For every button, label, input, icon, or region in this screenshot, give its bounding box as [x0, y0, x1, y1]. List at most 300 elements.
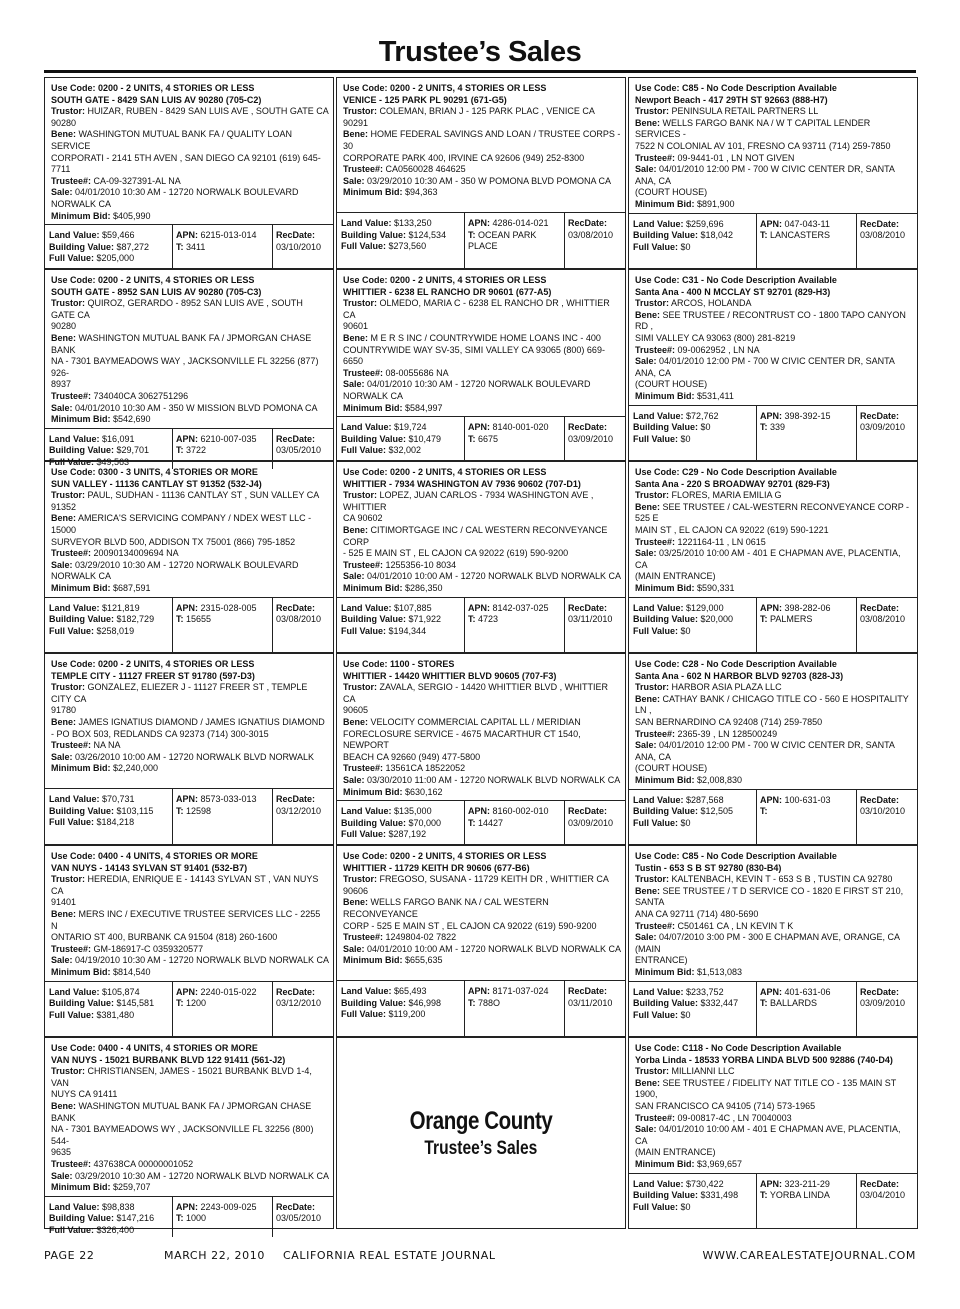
apn-value: 8573-033-013 [200, 794, 257, 804]
recdate-value: 03/12/2010 [276, 998, 322, 1009]
detail-value: ARCOS, HOLANDA [669, 298, 752, 309]
apn-value: 8160-002-010 [492, 806, 549, 817]
detail-value: 04/01/2010 10:30 AM - 350 W MISSION BLVD POMONA CA [72, 402, 318, 413]
detail-value: $259,707 [110, 1182, 151, 1193]
apn-label: APN: [176, 1201, 198, 1212]
detail-line [635, 379, 913, 391]
apn-value: 323-211-29 [784, 1178, 830, 1189]
detail-value: NORWALK CA [51, 198, 112, 209]
detail-value: 90280 [51, 321, 77, 332]
detail-label: Minimum Bid: [343, 786, 403, 797]
property-address: VAN NUYS - 15021 BURBANK BLVD 122 91411 (561-J2) [51, 1054, 286, 1065]
tract-value: BALLARDS [770, 998, 818, 1009]
valuation-row [45, 981, 333, 1036]
detail-label: Trustor: [51, 682, 86, 693]
detail-value: GM-186917-C 0359320577 [91, 943, 204, 954]
detail-value: $3,969,657 [694, 1158, 743, 1169]
detail-label: Sale: [51, 559, 73, 570]
valuation-row [337, 416, 625, 460]
full-value: $0 [680, 1009, 691, 1020]
detail-line [51, 187, 329, 199]
detail-line [635, 1113, 913, 1125]
detail-line [343, 321, 621, 333]
tract-value: 14427 [478, 817, 504, 828]
detail-value: ZAVALA, SERGIO - 14420 WHITTIER BLVD , WHITTIER CA [343, 682, 609, 704]
tract-value: 788O [478, 997, 501, 1008]
full-value-label: Full Value: [49, 1224, 95, 1235]
property-address: Tustin - 653 S B ST 92780 (830-B4) [635, 862, 782, 873]
apn-value: 047-043-11 [784, 218, 830, 229]
detail-value: 8937 [51, 379, 72, 390]
use-code: Use Code: 0200 - 2 UNITS, 4 STORIES OR LESS [343, 467, 547, 477]
detail-line [51, 932, 329, 944]
recdate-value: 03/10/2010 [276, 241, 322, 252]
listing-details [629, 1038, 917, 1173]
use-code: Use Code: 0200 - 2 UNITS, 4 STORIES OR LESS [343, 83, 547, 93]
footer-url[interactable]: WWW.CAREALESTATEJOURNAL.COM [702, 1249, 916, 1262]
property-address: VENICE - 125 PARK PL 90291 (671-G5) [343, 94, 507, 105]
apn-label: APN: [760, 218, 782, 229]
land-value: $135,000 [394, 806, 432, 817]
land-value: $730,422 [686, 1178, 724, 1189]
detail-value: NA NA [91, 740, 121, 751]
detail-line [343, 164, 621, 176]
recdate-label: RecDate: [860, 1178, 900, 1189]
detail-value: NUYS CA 91411 [51, 1089, 118, 1100]
detail-value: $630,162 [402, 786, 443, 797]
listing-details [45, 654, 333, 788]
recdate-value: 03/08/2010 [860, 230, 906, 241]
detail-value: 03/25/2010 10:00 AM - 401 E CHAPMAN AVE, PLACENTIA, CA [635, 548, 901, 570]
detail-label: Sale: [51, 187, 73, 198]
building-value-label: Building Value: [49, 614, 115, 625]
detail-value: SEE TRUSTEE / T D SERVICE CO - 1820 E FIRST ST 210, SANTA [635, 885, 904, 908]
recdate-value: 03/05/2010 [276, 445, 322, 456]
orange-county-banner [336, 1037, 626, 1229]
building-value-label: Building Value: [341, 433, 407, 444]
detail-value: BEACH CA 92660 (949) 477-5800 [343, 751, 481, 762]
detail-line [343, 379, 621, 391]
land-value-label: Land Value: [49, 230, 100, 241]
detail-label: Minimum Bid: [635, 390, 695, 401]
detail-label: Bene: [343, 332, 369, 343]
detail-line [51, 513, 329, 536]
detail-line [51, 118, 329, 130]
detail-value: 04/19/2010 10:30 AM - 12720 NORWALK BLVD NORWALK CA [72, 955, 329, 966]
land-value-label: Land Value: [341, 806, 392, 817]
tract-label: T: [760, 1190, 768, 1201]
building-value-label: Building Value: [341, 997, 407, 1008]
apn-label: APN: [760, 602, 782, 613]
detail-line [51, 379, 329, 391]
detail-line [343, 705, 621, 717]
detail-line [343, 717, 621, 729]
property-address: WHITTIER - 6238 EL RANCHO DR 90601 (677-A5) [343, 286, 552, 297]
use-code: Use Code: C118 - No Code Description Available [635, 1043, 842, 1053]
detail-value: 437638CA 00000001052 [91, 1158, 194, 1169]
detail-value: $655,635 [402, 955, 443, 966]
use-code: Use Code: C85 - No Code Description Available [635, 851, 837, 861]
detail-line [51, 705, 329, 717]
detail-label: Trustor: [635, 874, 670, 885]
listing-card [628, 461, 918, 653]
tract-value: 1200 [186, 998, 207, 1009]
detail-value: SIMI VALLEY CA 93063 (800) 281-8219 [635, 332, 796, 343]
detail-value: 20090134009694 NA [91, 548, 179, 559]
detail-value: 09-00817-4C , LN 70040003 [675, 1112, 792, 1123]
use-code: Use Code: C28 - No Code Description Available [635, 659, 837, 669]
detail-label: Bene: [51, 1100, 77, 1111]
building-value: $124,534 [408, 229, 447, 240]
apn-label: APN: [176, 986, 198, 997]
detail-line [51, 729, 329, 741]
valuation-row [45, 224, 333, 268]
detail-line [343, 403, 621, 415]
full-value: $0 [680, 817, 691, 828]
listing-details [337, 846, 625, 980]
detail-line [51, 897, 329, 909]
detail-value: 90601 [343, 321, 369, 332]
detail-value: 91780 [51, 705, 77, 716]
recdate-value: 03/09/2010 [860, 422, 906, 433]
valuation-row [629, 789, 917, 844]
detail-value: $94,363 [402, 187, 438, 198]
detail-line [51, 909, 329, 932]
land-value-label: Land Value: [633, 1178, 684, 1189]
valuation-row [629, 405, 917, 460]
full-value-label: Full Value: [49, 456, 95, 467]
recdate-column [565, 801, 625, 844]
full-value-label: Full Value: [49, 817, 95, 828]
apn-label: APN: [468, 422, 490, 433]
detail-value: SEE TRUSTEE / RECONTRUST CO - 1800 TAPO CANYON RD , [635, 309, 906, 332]
building-value-label: Building Value: [341, 229, 407, 240]
values-column [337, 417, 465, 460]
detail-line [635, 717, 913, 729]
detail-line [343, 153, 621, 165]
detail-line [51, 537, 329, 549]
detail-line [343, 583, 621, 595]
detail-value: $687,591 [110, 582, 151, 593]
detail-line [51, 874, 329, 897]
banner-heading: Orange County [409, 1106, 553, 1135]
valuation-row [45, 597, 333, 652]
land-value: $16,091 [102, 433, 135, 444]
building-value: $29,701 [116, 445, 150, 456]
detail-value: 04/01/2010 10:30 AM - 12720 NORWALK BOULEVARD [72, 187, 299, 198]
apn-value: 2243-009-025 [200, 1201, 257, 1212]
detail-line [635, 1147, 913, 1159]
detail-value: SAN FRANCISCO CA 94105 (714) 573-1965 [635, 1100, 816, 1111]
detail-line [635, 763, 913, 775]
apn-value: 100-631-03 [784, 794, 831, 805]
detail-line [343, 897, 621, 920]
building-value: $10,479 [408, 433, 442, 444]
detail-label: Trustor: [343, 682, 378, 693]
tract-label: T: [176, 445, 184, 456]
detail-line [635, 118, 913, 141]
recdate-label: RecDate: [276, 986, 316, 997]
recdate-value: 03/12/2010 [276, 805, 322, 816]
detail-label: Minimum Bid: [343, 582, 403, 593]
detail-line [635, 955, 913, 967]
detail-label: Trustee#: [51, 740, 92, 751]
detail-label: Sale: [343, 571, 365, 582]
detail-line [51, 1101, 329, 1124]
detail-line [51, 583, 329, 595]
apn-label: APN: [760, 1178, 782, 1189]
use-code: Use Code: C85 - No Code Description Available [635, 83, 837, 93]
detail-value: ENTRANCE) [635, 955, 688, 966]
values-column [45, 982, 173, 1036]
detail-value: M E R S INC / COUNTRYWIDE HOME LOANS INC - 400 [368, 332, 601, 343]
footer-journal: CALIFORNIA REAL ESTATE JOURNAL [283, 1249, 496, 1262]
detail-line [343, 548, 621, 560]
apn-column [465, 598, 565, 652]
apn-label: APN: [176, 602, 198, 613]
detail-label: Trustee#: [51, 390, 92, 401]
detail-line [635, 199, 913, 211]
recdate-label: RecDate: [860, 218, 900, 229]
valuation-row [337, 800, 625, 844]
detail-label: Sale: [635, 740, 657, 751]
detail-line [51, 356, 329, 379]
detail-label: Minimum Bid: [51, 582, 111, 593]
apn-label: APN: [468, 986, 490, 996]
apn-value: 2240-015-022 [200, 986, 257, 997]
recdate-value: 03/08/2010 [860, 614, 906, 625]
detail-line [51, 1182, 329, 1194]
detail-value: PAUL, SUDHAN - 11136 CANTLAY ST , SUN VALLEY CA 91352 [51, 490, 319, 512]
detail-line [635, 740, 913, 763]
apn-column [173, 225, 273, 268]
detail-line [635, 967, 913, 979]
detail-line [635, 909, 913, 921]
detail-value: 03/26/2010 10:00 AM - 12720 NORWALK BLVD NORWALK [72, 751, 314, 762]
listing-details [337, 654, 625, 800]
detail-line [51, 763, 329, 775]
detail-line [51, 153, 329, 176]
recdate-value: 03/08/2010 [276, 614, 322, 625]
recdate-column [273, 789, 333, 844]
recdate-column [273, 598, 333, 652]
property-address: Santa Ana - 602 N HARBOR BLVD 92703 (828-J3) [635, 670, 844, 681]
use-code: Use Code: 0200 - 2 UNITS, 4 STORIES OR LESS [51, 83, 255, 93]
apn-value: 6215-013-014 [200, 230, 257, 241]
detail-label: Minimum Bid: [51, 966, 111, 977]
detail-value: $891,900 [694, 198, 735, 209]
footer-date: MARCH 22, 2010 [164, 1249, 265, 1262]
detail-value: CITIMORTGAGE INC / CAL WESTERN RECONVEYANCE CORP [343, 524, 608, 547]
apn-column [757, 790, 857, 844]
listing-card [44, 845, 334, 1037]
detail-value: MILLIANNI LLC [669, 1066, 735, 1077]
use-code: Use Code: 0200 - 2 UNITS, 4 STORIES OR LESS [51, 659, 255, 669]
detail-value: $584,997 [402, 402, 443, 413]
full-value-label: Full Value: [49, 625, 95, 636]
building-value-label: Building Value: [49, 998, 115, 1009]
detail-line [51, 1159, 329, 1171]
detail-value: $1,513,083 [694, 966, 743, 977]
detail-label: Trustor: [343, 490, 378, 501]
values-column [629, 214, 757, 268]
detail-label: Trustee#: [635, 344, 676, 355]
detail-label: Trustor: [51, 874, 86, 885]
detail-label: Sale: [51, 955, 73, 966]
full-value: $32,002 [388, 445, 422, 456]
detail-line [635, 356, 913, 379]
apn-column [757, 598, 857, 652]
recdate-value: 03/11/2010 [568, 997, 613, 1008]
detail-line [343, 106, 621, 129]
full-value: $287,192 [388, 829, 427, 840]
detail-value: 9635 [51, 1147, 72, 1158]
detail-value: NORWALK CA [51, 571, 112, 582]
detail-line [343, 944, 621, 956]
listing-card [44, 269, 334, 467]
detail-line [343, 729, 621, 752]
detail-value: WELLS FARGO BANK NA / W T CAPITAL LENDER SERVICES - [635, 117, 871, 140]
listing-card [44, 1037, 334, 1235]
building-value-label: Building Value: [49, 445, 115, 456]
values-column [629, 406, 757, 460]
listing-card [336, 653, 626, 845]
values-column [629, 982, 757, 1036]
use-code: Use Code: 0200 - 2 UNITS, 4 STORIES OR LESS [343, 275, 547, 285]
listing-card [628, 77, 918, 269]
apn-column [465, 981, 565, 1036]
detail-line [635, 298, 913, 310]
detail-value: $2,008,830 [694, 774, 743, 785]
detail-value: 734040CA 3062751296 [91, 390, 189, 401]
recdate-value: 03/05/2010 [276, 1213, 322, 1224]
listing-details [629, 78, 917, 213]
detail-label: Minimum Bid: [635, 774, 695, 785]
detail-label: Bene: [51, 716, 77, 727]
valuation-row [45, 1196, 333, 1237]
detail-label: Trustee#: [635, 1112, 676, 1123]
apn-value: 6210-007-035 [200, 433, 257, 444]
detail-value: FORECLOSURE SERVICE - 4675 MACARTHUR CT 1540, NEWPORT [343, 728, 581, 751]
detail-line [343, 298, 621, 321]
detail-value: 03/30/2010 11:00 AM - 12720 NORWALK BLVD NORWALK CA [364, 774, 621, 785]
full-value: $273,560 [388, 241, 427, 252]
apn-column [173, 1197, 273, 1237]
detail-value: 03/29/2010 10:30 AM - 350 W POMONA BLVD POMONA CA [364, 175, 611, 186]
detail-line [635, 502, 913, 525]
detail-value: 04/01/2010 10:00 AM - 12720 NORWALK BLVD NORWALK CA [364, 943, 621, 954]
detail-line [343, 187, 621, 199]
tract-label: T: [760, 614, 768, 625]
detail-value: NA - 7301 BAYMEADOWS WY , JACKSONVILLE FL 32256 (800) 544- [51, 1124, 314, 1146]
detail-value: 1249804-02 7822 [383, 932, 457, 943]
apn-column [757, 982, 857, 1036]
detail-value: HARBOR ASIA PLAZA LLC [669, 682, 782, 693]
tract-value: 15655 [186, 614, 212, 625]
detail-label: Bene: [635, 693, 661, 704]
detail-value: CA-09-327391-AL NA [91, 175, 181, 186]
full-value-label: Full Value: [633, 1201, 679, 1212]
listing-card [44, 461, 334, 653]
building-value: $182,729 [116, 614, 155, 625]
detail-value: 7522 N COLONIAL AV 101, FRESNO CA 93711 (714) 259-7850 [635, 140, 891, 151]
detail-line [51, 944, 329, 956]
detail-label: Bene: [635, 309, 661, 320]
recdate-column [565, 417, 625, 460]
detail-label: Trustor: [343, 874, 378, 885]
apn-column [757, 214, 857, 268]
tract-label: T: [468, 614, 476, 625]
detail-label: Sale: [635, 1124, 657, 1135]
detail-label: Trustee#: [635, 920, 676, 931]
valuation-row [45, 788, 333, 844]
detail-value: CHRISTIANSEN, JAMES - 15021 BURBANK BLVD 1-4, VAN [51, 1066, 312, 1088]
values-column [629, 1174, 757, 1228]
detail-value: 91401 [51, 897, 77, 908]
valuation-row [629, 981, 917, 1036]
detail-line [635, 874, 913, 886]
valuation-row [629, 1173, 917, 1228]
detail-line [635, 1078, 913, 1101]
tract-label: T: [760, 422, 768, 433]
apn-value: 8142-037-025 [492, 602, 549, 613]
land-value-label: Land Value: [49, 433, 100, 444]
detail-line [635, 391, 913, 403]
detail-label: Minimum Bid: [635, 582, 695, 593]
detail-line [51, 955, 329, 967]
recdate-column [857, 214, 917, 268]
tract-label: T: [176, 614, 184, 625]
detail-label: Trustor: [51, 298, 86, 309]
building-value: $0 [700, 422, 711, 433]
tract-label: T: [468, 817, 476, 828]
land-value: $105,874 [102, 986, 140, 997]
land-value-label: Land Value: [633, 794, 684, 805]
listing-card [44, 653, 334, 845]
detail-value: $2,240,000 [110, 763, 159, 774]
detail-line [51, 1147, 329, 1159]
detail-label: Trustor: [635, 1066, 670, 1077]
values-column [45, 225, 173, 268]
land-value: $107,885 [394, 602, 432, 613]
detail-value: 04/01/2010 10:00 AM - 401 E CHAPMAN AVE, PLACENTIA, CA [635, 1124, 901, 1146]
detail-line [51, 1124, 329, 1147]
apn-column [757, 1174, 857, 1228]
detail-line [51, 333, 329, 356]
values-column [337, 801, 465, 844]
detail-line [343, 560, 621, 572]
valuation-row [337, 212, 625, 268]
tract-value: 3722 [186, 445, 207, 456]
detail-line [635, 775, 913, 787]
property-address: VAN NUYS - 14143 SYLVAN ST 91401 (532-B7) [51, 862, 248, 873]
detail-value: 03/29/2010 10:30 AM - 12720 NORWALK BOULEVARD [72, 559, 299, 570]
detail-value: $286,350 [402, 582, 443, 593]
listing-card [336, 77, 626, 269]
detail-value: 04/01/2010 12:00 PM - 700 W CIVIC CENTER DR, SANTA ANA, CA [635, 740, 895, 762]
listings-grid [44, 77, 918, 1235]
tract-value: 1000 [186, 1213, 207, 1224]
recdate-label: RecDate: [568, 986, 608, 996]
detail-label: Trustor: [635, 106, 670, 117]
values-column [337, 981, 465, 1036]
detail-label: Trustor: [635, 298, 670, 309]
detail-value: CORPORATE PARK 400, IRVINE CA 92606 (949) 252-8300 [343, 152, 585, 163]
recdate-label: RecDate: [276, 1201, 316, 1212]
apn-column [757, 406, 857, 460]
building-value-label: Building Value: [341, 817, 407, 828]
use-code: Use Code: 0300 - 3 UNITS, 4 STORIES OR MORE [51, 467, 258, 477]
